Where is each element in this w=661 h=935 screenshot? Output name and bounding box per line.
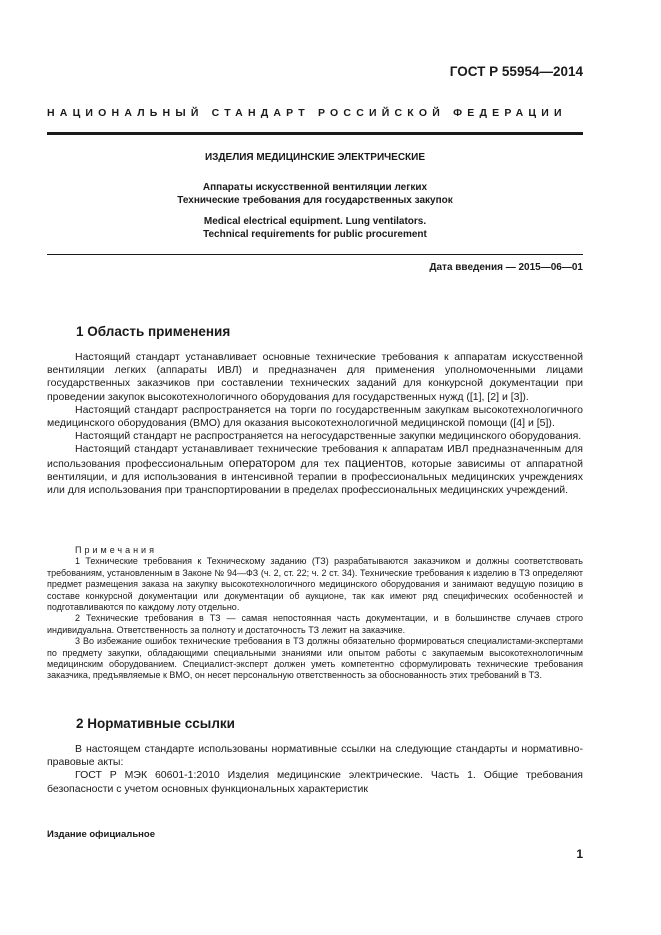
section-1-paragraph: Настоящий стандарт устанавливает основные технические требования к аппаратам искусственной вентиляции легких (аппараты ИВЛ) и предназначен для применения уполномоченными лицами государственных заказчиков при составлении технических заданий для конкурсной документации при проведении закупок высокотехнологичного оборудования для государственных нужд ([1], [2] и [3]). — [47, 351, 583, 403]
note-item: 3 Во избежание ошибок технические требования в ТЗ должны обязательно формироваться специалистами-экспертами по предмету закупки, обладающими специальными знаниями или опытом работы с закупаемым высокотехнологичным медицинским оборудованием. Специалист-эксперт должен уметь компетентно сформулировать технические требования заказчика, предъявляемые к ВМО, он несет персональную ответственность за обоснованность этих требований в ТЗ. — [47, 636, 583, 681]
section-2-paragraph: В настоящем стандарте использованы нормативные ссылки на следующие стандарты и нормативно-правовые акты: — [47, 743, 583, 769]
section-2-paragraph: ГОСТ Р МЭК 60601-1:2010 Изделия медицинские электрические. Часть 1. Общие требования безопасности с учетом основных функциональных характеристик — [47, 769, 583, 795]
english-title — [47, 215, 583, 241]
section-1-body — [47, 351, 583, 497]
paragraph-text: для тех — [295, 457, 345, 470]
note-item: 1 Технические требования к Техническому заданию (ТЗ) разрабатываются заказчиком и должны соответствовать требованиям, установленным в Законе № 94—ФЗ (ч. 2, ст. 22; ч. 2 ст. 34). Технические требования к изделию в ТЗ определяют предмет размещения заказа на закупку высокотехнологичного медицинского оборудования и занимают ведущую позицию в составе конкурсной документации или документации об аукционе, так как имеют ряд специфических особенностей и подготавливаются по каждому лоту отдельно. — [47, 556, 583, 613]
term-patients: пациентов — [344, 455, 404, 470]
section-1-paragraph: Настоящий стандарт распространяется на торги по государственным закупкам высокотехнологичного медицинского оборудования (ВМО) для оказания высокотехнологичной медицинской помощи ([4] и [5]). — [47, 403, 583, 430]
section-1-heading: 1 Область применения — [76, 324, 231, 339]
page-number: 1 — [576, 847, 583, 861]
paragraph-text: , которые зависимы от аппаратной вентиляции, и для использования в интенсивной терапии в профессиональных медицинских учреждениях или для использования при транспортировании в пределах профессиональных медицинских учреждений. — [47, 457, 584, 497]
note-item: 2 Технические требования в ТЗ — самая непостоянная часть документации, и в большинстве случаев строго индивидуальна. Ответственность за полноту и достаточность ТЗ лежит на заказчике. — [47, 613, 583, 635]
paragraph-text: Настоящий стандарт устанавливает технические требования к аппаратам ИВЛ предназначенным для использования профессиональным — [47, 443, 583, 470]
section-2-body — [47, 743, 583, 796]
english-title-line-2: Technical requirements for public procurement — [203, 229, 427, 240]
standard-banner: НАЦИОНАЛЬНЫЙ СТАНДАРТ РОССИЙСКОЙ ФЕДЕРАЦИИ — [47, 107, 567, 119]
notes-heading: Примечания — [75, 545, 157, 555]
section-2-heading: 2 Нормативные ссылки — [76, 716, 235, 731]
english-title-line-1: Medical electrical equipment. Lung ventilators. — [203, 216, 427, 227]
section-1-paragraph — [47, 443, 583, 497]
subtitle-line-1: Аппараты искусственной вентиляции легких — [202, 182, 428, 193]
title-divider — [47, 254, 583, 255]
introduction-date: Дата введения — 2015—06—01 — [429, 262, 583, 273]
notes-block — [47, 545, 583, 682]
document-number: ГОСТ Р 55954—2014 — [449, 64, 583, 79]
document-title: ИЗДЕЛИЯ МЕДИЦИНСКИЕ ЭЛЕКТРИЧЕСКИЕ — [204, 152, 426, 163]
term-operator: оператором — [228, 455, 296, 470]
section-1-paragraph: Настоящий стандарт не распространяется на негосударственные закупки медицинского оборудования. — [75, 430, 582, 443]
edition-label: Издание официальное — [47, 829, 155, 840]
header-divider — [47, 132, 583, 135]
document-subtitle — [47, 181, 583, 207]
subtitle-line-2: Технические требования для государственных закупок — [177, 195, 453, 206]
